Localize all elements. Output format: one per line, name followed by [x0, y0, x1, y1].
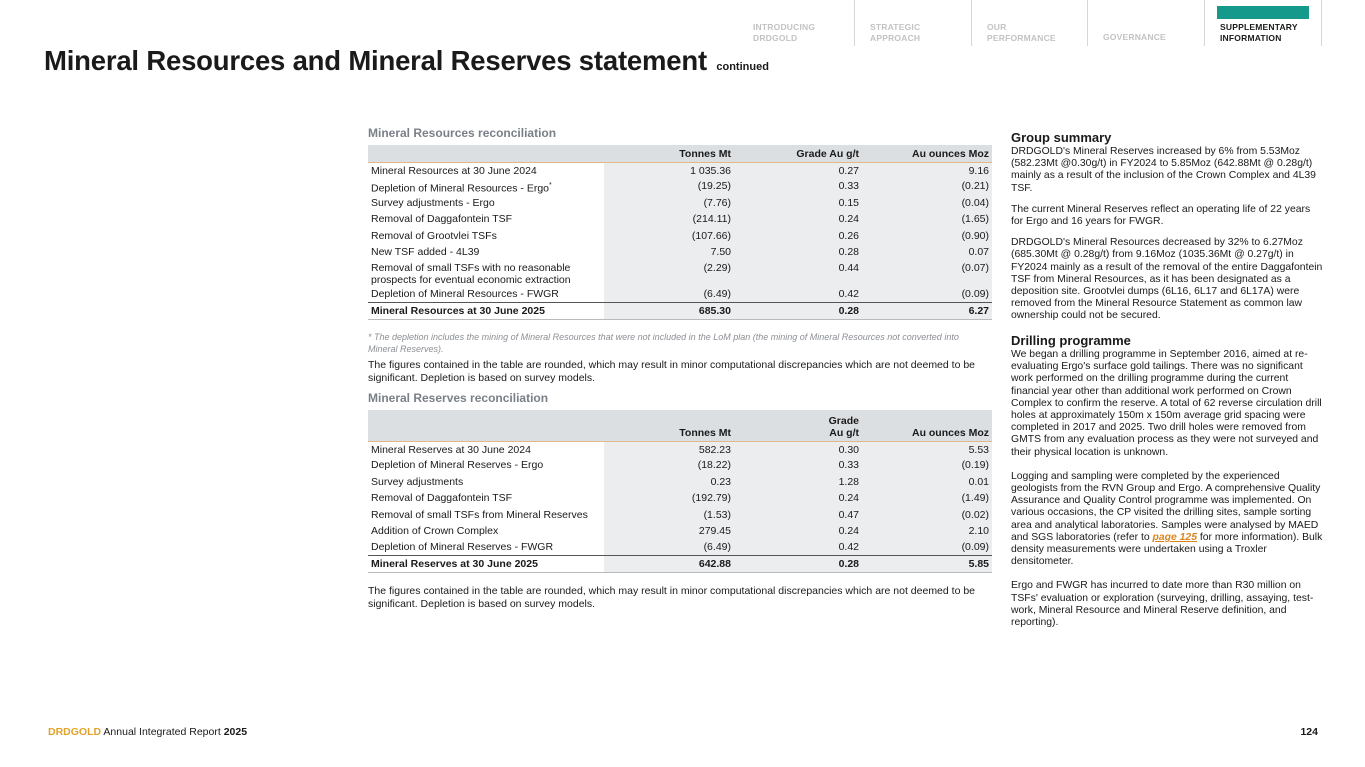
table-row: [368, 244, 992, 260]
column-header-ounces: Au ounces Moz: [862, 410, 992, 441]
nav-tab-label: OUR PERFORMANCE: [987, 22, 1056, 43]
table-row: [368, 162, 992, 178]
table-header-row: [368, 145, 992, 162]
table-row: [368, 195, 992, 211]
drilling-paragraph: Ergo and FWGR has incurred to date more than R30 million on TSFs' evaluation or exploration (surveying, drilling, assaying, test-work, Mineral Resource and Mineral Reserve definition, and reporting).: [1011, 580, 1314, 629]
row-label: [368, 507, 604, 523]
tonnes-cell: (7.76): [604, 195, 734, 211]
ounces-cell: 0.01: [862, 474, 992, 490]
row-label-text: Depletion of Mineral Reserves - FWGR: [371, 541, 554, 554]
ounces-cell: (0.07): [862, 260, 992, 286]
row-label-text: Removal of small TSFs with no reasonable prospects for eventual economic extraction: [371, 262, 571, 287]
nav-tab-label: GOVERNANCE: [1103, 32, 1166, 42]
tonnes-cell: 0.23: [604, 474, 734, 490]
row-label-text: Removal of Grootvlei TSFs: [371, 229, 497, 242]
grade-cell: 0.24: [734, 490, 862, 506]
grade-cell: 1.28: [734, 474, 862, 490]
reserves-table: [368, 410, 992, 573]
row-label-text: Mineral Reserves at 30 June 2024: [371, 443, 531, 456]
drilling-text: for more information). Bulk density measurements were undertaken using a Troxler densitometer.: [1011, 531, 1323, 568]
group-summary-paragraph: The current Mineral Reserves reflect an operating life of 22 years for Ergo and 16 years for FWGR.: [1011, 203, 1311, 228]
row-label-text: Removal of Daggafontein TSF: [371, 213, 513, 226]
table-row: [368, 441, 992, 457]
tonnes-cell: 582.23: [604, 441, 734, 457]
row-label-text: Depletion of Mineral Resources - Ergo: [371, 182, 549, 195]
grade-cell: 0.47: [734, 507, 862, 523]
ounces-cell: (1.49): [862, 490, 992, 506]
nav-tab-supplementary[interactable]: [1205, 0, 1322, 46]
row-label: [368, 211, 604, 227]
column-header-tonnes: Tonnes Mt: [604, 145, 734, 162]
total-ounces-cell: 5.85: [862, 556, 992, 572]
table-row: [368, 507, 992, 523]
row-label: [368, 260, 604, 286]
nav-tab-strategic[interactable]: [855, 0, 972, 46]
row-label-text: Depletion of Mineral Resources - FWGR: [371, 288, 559, 301]
row-label-text: Addition of Crown Complex: [371, 524, 499, 537]
group-summary-paragraph: DRDGOLD's Mineral Resources decreased by 32% to 6.27Moz (685.30Mt @ 0.28g/t) from 9.16Moz (1035.36Mt @ 0.27g/t) in FY2024 mainly as a result of the removal of the entire Daggafontein TSF from Mineral Resources, as it has been designated as a deposition site. Grootvlei dumps (6L16, 6L17 and 6L17A) were removed from the Mineral Resource Statement as common law ownership could not be secured.: [1011, 237, 1323, 322]
column-header-grade: Grade Au g/t: [734, 410, 862, 441]
total-grade-cell: 0.28: [734, 303, 862, 319]
grade-cell: 0.24: [734, 523, 862, 539]
row-label: [368, 441, 604, 457]
column-header-grade: Grade Au g/t: [734, 145, 862, 162]
resources-footnote: * The depletion includes the mining of Mineral Resources that were not included in the LoM plan (the mining of Mineral Resources not converted into Mineral Reserves).: [368, 332, 959, 354]
column-header: [368, 410, 604, 441]
grade-cell: 0.24: [734, 211, 862, 227]
grade-cell: 0.42: [734, 286, 862, 302]
ounces-cell: (0.04): [862, 195, 992, 211]
tonnes-cell: (18.22): [604, 457, 734, 473]
table-row: [368, 286, 992, 302]
row-label: [368, 490, 604, 506]
nav-tab-governance[interactable]: [1088, 0, 1205, 46]
row-label: [368, 195, 604, 211]
grade-cell: 0.44: [734, 260, 862, 286]
total-label: Mineral Resources at 30 June 2025: [368, 303, 604, 319]
tonnes-cell: (214.11): [604, 211, 734, 227]
tonnes-cell: (6.49): [604, 539, 734, 555]
table-total-row: [368, 303, 992, 319]
footer-brand: DRDGOLD: [48, 726, 102, 738]
tonnes-cell: 7.50: [604, 244, 734, 260]
reserves-heading: Mineral Reserves reconciliation: [368, 391, 549, 405]
total-tonnes-cell: 685.30: [604, 303, 734, 319]
drilling-paragraph: [1011, 471, 1323, 569]
page-title-suffix: continued: [716, 61, 769, 73]
page-125-link[interactable]: page 125: [1152, 531, 1197, 543]
ounces-cell: (0.90): [862, 228, 992, 244]
row-label: [368, 244, 604, 260]
row-label: [368, 286, 604, 302]
ounces-cell: (0.19): [862, 457, 992, 473]
footer-report: Annual Integrated Report: [101, 726, 224, 738]
ounces-cell: 5.53: [862, 441, 992, 457]
resources-note: The figures contained in the table are rounded, which may result in minor computational discrepancies which are not deemed to be significant. Depletion is based on survey models.: [368, 359, 976, 384]
row-label-text: Removal of Daggafontein TSF: [371, 492, 513, 505]
drilling-heading: Drilling programme: [1011, 333, 1131, 348]
grade-cell: 0.27: [734, 162, 862, 178]
ounces-cell: 9.16: [862, 162, 992, 178]
row-label: [368, 457, 604, 473]
grade-cell: 0.33: [734, 457, 862, 473]
footnote-marker: *: [549, 182, 552, 190]
table-row: [368, 539, 992, 555]
table-row: [368, 228, 992, 244]
total-ounces-cell: 6.27: [862, 303, 992, 319]
footer-year: 2025: [223, 726, 248, 738]
grade-cell: 0.26: [734, 228, 862, 244]
table-row: [368, 490, 992, 506]
page-title-text: Mineral Resources and Mineral Reserves statement: [44, 45, 707, 76]
nav-tab-label: SUPPLEMENTARY INFORMATION: [1220, 22, 1298, 43]
grade-cell: 0.33: [734, 178, 862, 195]
reserves-note: The figures contained in the table are rounded, which may result in minor computational discrepancies which are not deemed to be significant. Depletion is based on survey models.: [368, 585, 976, 610]
nav-tab-performance[interactable]: [972, 0, 1088, 46]
group-summary-heading: Group summary: [1011, 130, 1112, 145]
tonnes-cell: (19.25): [604, 178, 734, 195]
ounces-cell: 2.10: [862, 523, 992, 539]
grade-cell: 0.30: [734, 441, 862, 457]
table-row: [368, 523, 992, 539]
row-label: [368, 162, 604, 178]
drilling-text: Logging and sampling were completed by the experienced geologists from the RVN Group and Ergo. A comprehensive Quality Assurance and Quality Control programme was implemented. On various occasions, the CP visited the drilling sites, sample sorting area and analytical laboratories. Samples were analysed by MAED and SGS laboratories (refer to: [1011, 470, 1321, 543]
nav-tab-label: STRATEGIC APPROACH: [870, 22, 921, 43]
table-row: [368, 178, 992, 195]
tonnes-cell: 279.45: [604, 523, 734, 539]
column-header: [368, 145, 604, 162]
table-row: [368, 457, 992, 473]
total-tonnes-cell: 642.88: [604, 556, 734, 572]
tonnes-cell: (192.79): [604, 490, 734, 506]
row-label: [368, 474, 604, 490]
resources-table: [368, 145, 992, 320]
row-label-text: Removal of small TSFs from Mineral Reserves: [371, 508, 588, 521]
ounces-cell: (0.21): [862, 178, 992, 195]
ounces-cell: (1.65): [862, 211, 992, 227]
resources-table-body: [368, 162, 992, 319]
ounces-cell: (0.09): [862, 539, 992, 555]
group-summary: [1011, 130, 1323, 323]
page-title: [44, 45, 769, 77]
row-label: [368, 523, 604, 539]
table-row: [368, 474, 992, 490]
total-label: Mineral Reserves at 30 June 2025: [368, 556, 604, 572]
table-row: [368, 211, 992, 227]
row-label-text: New TSF added - 4L39: [371, 246, 480, 259]
grade-cell: 0.28: [734, 244, 862, 260]
row-label-text: Mineral Resources at 30 June 2024: [371, 164, 537, 177]
total-grade-cell: 0.28: [734, 556, 862, 572]
column-header-tonnes: Tonnes Mt: [604, 410, 734, 441]
tonnes-cell: (1.53): [604, 507, 734, 523]
active-tab-indicator: [1217, 6, 1309, 19]
drilling-paragraph: We began a drilling programme in September 2016, aimed at re-evaluating Ergo's surface gold tailings. There was no significant work performed on the drilling programme during the current financial year other than additional work performed on Crown Complex to confirm the reserve. A total of 62 reverse circulation drill holes at approximately 150m x 150m average grid spacing were completed in 2017 and 2025. Two drill holes were removed from GMTS from any evaluation process as they were not surveyed and their physical location is unknown.: [1011, 349, 1322, 458]
row-label-text: Survey adjustments: [371, 475, 464, 488]
page-number: 124: [1300, 726, 1318, 738]
resources-heading: Mineral Resources reconciliation: [368, 126, 557, 140]
tonnes-cell: (107.66): [604, 228, 734, 244]
grade-cell: 0.42: [734, 539, 862, 555]
nav-tab-introducing[interactable]: [738, 0, 855, 46]
group-summary-paragraph: DRDGOLD's Mineral Reserves increased by 6% from 5.53Moz (582.23Mt @0.30g/t) in FY2024 to 5.85Moz (642.88Mt @ 0.28g/t) mainly as a result of the inclusion of the Crown Complex and 4L39 TSF.: [1011, 146, 1316, 194]
reserves-table-body: [368, 441, 992, 572]
nav-tab-label: INTRODUCING DRDGOLD: [753, 22, 816, 43]
row-label: [368, 228, 604, 244]
ounces-cell: 0.07: [862, 244, 992, 260]
row-label-text: Survey adjustments - Ergo: [371, 196, 495, 209]
grade-cell: 0.15: [734, 195, 862, 211]
column-header-ounces: Au ounces Moz: [862, 145, 992, 162]
ounces-cell: (0.09): [862, 286, 992, 302]
footer: [48, 726, 247, 738]
table-header-row: [368, 410, 992, 441]
row-label: [368, 178, 604, 195]
table-total-row: [368, 556, 992, 572]
tonnes-cell: (6.49): [604, 286, 734, 302]
drilling-programme: [1011, 333, 1323, 629]
ounces-cell: (0.02): [862, 507, 992, 523]
row-label: [368, 539, 604, 555]
table-row: [368, 260, 992, 286]
row-label-text: Depletion of Mineral Reserves - Ergo: [371, 459, 544, 472]
tonnes-cell: (2.29): [604, 260, 734, 286]
tonnes-cell: 1 035.36: [604, 162, 734, 178]
